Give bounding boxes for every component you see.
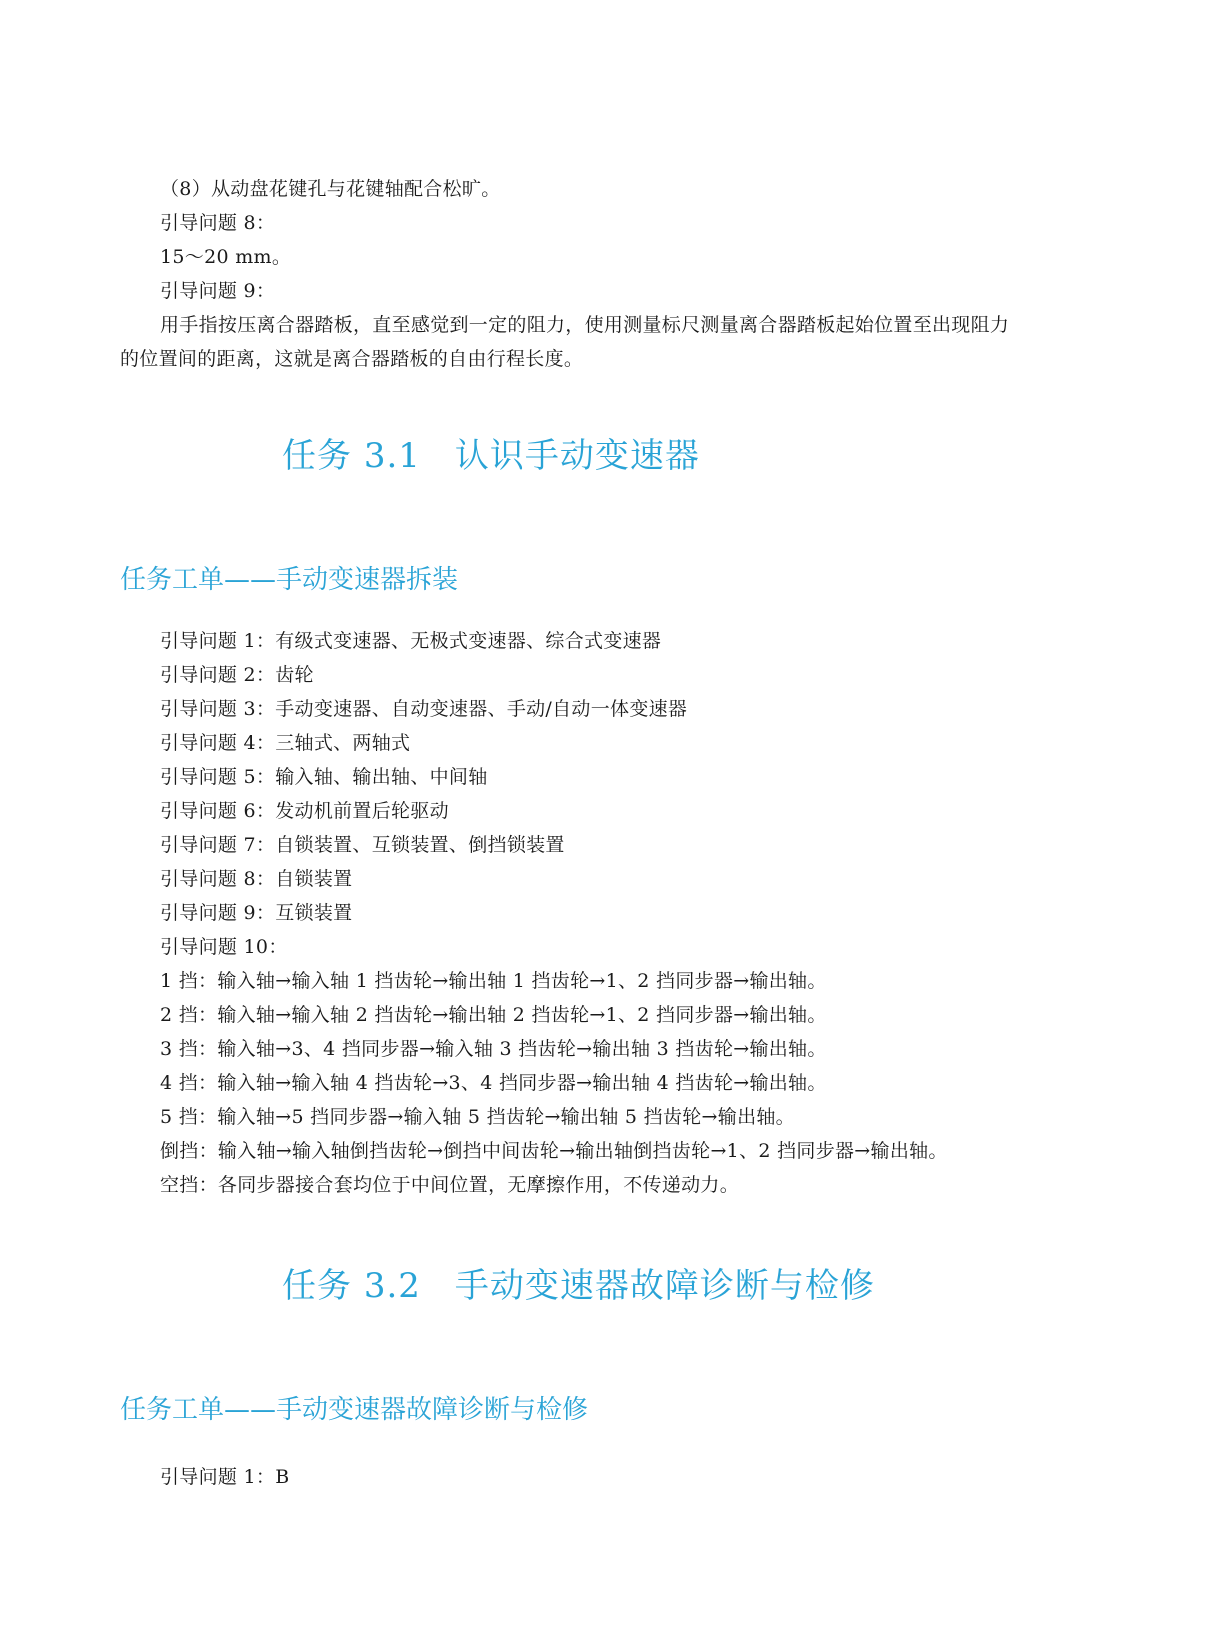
intro-line: 引导问题 9： (160, 280, 276, 302)
task-prefix: 任务 (282, 1266, 364, 1306)
task-number: 3.2 (363, 1266, 421, 1306)
task-title-text: 认识手动变速器 (454, 436, 700, 476)
answer-line: 引导问题 2：齿轮 (160, 664, 314, 686)
gear-path-line: 4 挡：输入轴→输入轴 4 挡齿轮→3、4 挡同步器→输出轴 4 挡齿轮→输出轴。 (160, 1072, 827, 1094)
intro-line: 用手指按压离合器踏板，直至感觉到一定的阻力，使用测量标尺测量离合器踏板起始位置至出现阻力 (160, 314, 1010, 336)
answer-line: 引导问题 7：自锁装置、互锁装置、倒挡锁装置 (160, 834, 565, 856)
answer-line: 引导问题 3：手动变速器、自动变速器、手动/自动一体变速器 (160, 698, 688, 720)
answer-line: 引导问题 8：自锁装置 (160, 868, 353, 890)
gear-path-line: 3 挡：输入轴→3、4 挡同步器→输入轴 3 挡齿轮→输出轴 3 挡齿轮→输出轴。 (160, 1038, 827, 1060)
answer-line: 引导问题 9：互锁装置 (160, 902, 353, 924)
task-heading-3-1 (282, 434, 700, 478)
gear-path-line: 5 挡：输入轴→5 挡同步器→输入轴 5 挡齿轮→输出轴 5 挡齿轮→输出轴。 (160, 1106, 795, 1128)
sheet-heading-2: 任务工单——手动变速器故障诊断与检修 (120, 1395, 589, 1425)
answer-line: 引导问题 4：三轴式、两轴式 (160, 732, 411, 754)
task-heading-3-2 (282, 1264, 875, 1308)
task-prefix: 任务 (282, 436, 364, 476)
gear-path-line: 2 挡：输入轴→输入轴 2 挡齿轮→输出轴 2 挡齿轮→1、2 挡同步器→输出轴。 (160, 1004, 827, 1026)
answer-line: 引导问题 10： (160, 936, 288, 958)
answer-line: 引导问题 1：有级式变速器、无极式变速器、综合式变速器 (160, 630, 662, 652)
task-title-text: 手动变速器故障诊断与检修 (454, 1266, 875, 1306)
gear-path-line: 空挡：各同步器接合套均位于中间位置，无摩擦作用，不传递动力。 (160, 1174, 740, 1196)
intro-line: 的位置间的距离，这就是离合器踏板的自由行程长度。 (120, 348, 584, 370)
sheet-heading-1: 任务工单——手动变速器拆装 (120, 565, 459, 595)
intro-line: 引导问题 8： (160, 212, 276, 234)
intro-line: （8）从动盘花键孔与花键轴配合松旷。 (160, 178, 501, 200)
gear-path-line: 1 挡：输入轴→输入轴 1 挡齿轮→输出轴 1 挡齿轮→1、2 挡同步器→输出轴。 (160, 970, 827, 992)
answer-line: 引导问题 6：发动机前置后轮驱动 (160, 800, 449, 822)
task-number: 3.1 (363, 436, 421, 476)
intro-line: 15～20 mm。 (160, 246, 292, 268)
answer-line: 引导问题 1：B (160, 1466, 290, 1488)
answer-line: 引导问题 5：输入轴、输出轴、中间轴 (160, 766, 488, 788)
gear-path-line: 倒挡：输入轴→输入轴倒挡齿轮→倒挡中间齿轮→输出轴倒挡齿轮→1、2 挡同步器→输出轴。 (160, 1140, 948, 1162)
